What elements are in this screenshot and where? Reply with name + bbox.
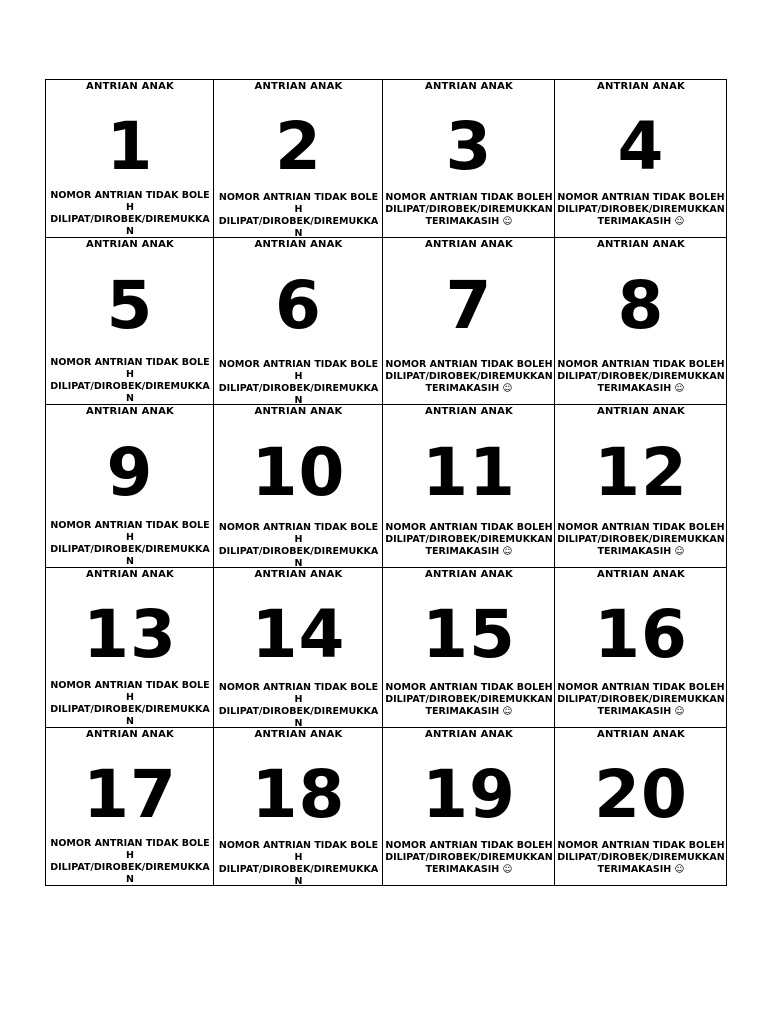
ticket-note [48, 680, 212, 728]
ticket-number: 12 [594, 433, 688, 511]
ticket-number: 10 [251, 433, 346, 511]
ticket-note-line-3: TERIMAKASIH ☺ [597, 706, 685, 717]
queue-ticket [46, 238, 214, 405]
ticket-note-line-2: DILIPAT/DIROBEK/DIREMUKKAN [50, 381, 210, 404]
ticket-header: ANTRIAN ANAK [425, 81, 513, 92]
ticket-note-line-1: NOMOR ANTRIAN TIDAK BOLEH [385, 522, 553, 533]
ticket-note-line-2: DILIPAT/DIROBEK/DIREMUKKAN [557, 204, 725, 215]
ticket-note-line-2: DILIPAT/DIROBEK/DIREMUKKAN [218, 216, 379, 238]
ticket-note-line-2: DILIPAT/DIROBEK/DIREMUKKAN [50, 544, 210, 567]
ticket-number: 16 [594, 596, 688, 673]
ticket-note-line-2: DILIPAT/DIROBEK/DIREMUKKAN [218, 706, 379, 728]
ticket-note-line-3: TERIMAKASIH ☺ [597, 216, 685, 227]
ticket-note-line-1: NOMOR ANTRIAN TIDAK BOLEH [385, 840, 553, 851]
ticket-note-line-2: DILIPAT/DIROBEK/DIREMUKKAN [218, 546, 379, 568]
ticket-note [385, 359, 553, 395]
ticket-note-line-1: NOMOR ANTRIAN TIDAK BOLEH [557, 682, 725, 693]
queue-ticket [555, 238, 727, 405]
ticket-note-line-2: DILIPAT/DIROBEK/DIREMUKKAN [218, 383, 379, 405]
ticket-note-line-2: DILIPAT/DIROBEK/DIREMUKKAN [557, 694, 725, 705]
queue-ticket [46, 80, 214, 238]
ticket-note [216, 359, 381, 405]
ticket-note [48, 520, 212, 568]
ticket-number: 3 [445, 107, 493, 185]
ticket-number: 19 [422, 755, 516, 833]
ticket-note-line-1: NOMOR ANTRIAN TIDAK BOLEH [218, 192, 379, 215]
ticket-note [385, 840, 553, 876]
ticket-note-line-3: TERIMAKASIH ☺ [597, 383, 685, 394]
queue-ticket [214, 568, 383, 728]
ticket-header: ANTRIAN ANAK [425, 729, 513, 740]
ticket-note-line-3: TERIMAKASIH ☺ [425, 216, 513, 227]
ticket-number: 13 [83, 596, 177, 673]
ticket-grid [45, 79, 727, 886]
ticket-note-line-1: NOMOR ANTRIAN TIDAK BOLEH [218, 359, 379, 382]
ticket-note-line-1: NOMOR ANTRIAN TIDAK BOLEH [557, 522, 725, 533]
ticket-note [216, 522, 381, 568]
ticket-note [385, 192, 553, 228]
queue-ticket [46, 728, 214, 886]
ticket-note-line-1: NOMOR ANTRIAN TIDAK BOLEH [50, 838, 210, 861]
ticket-note [48, 357, 212, 405]
ticket-note-line-1: NOMOR ANTRIAN TIDAK BOLEH [218, 682, 379, 705]
ticket-note-line-1: NOMOR ANTRIAN TIDAK BOLEH [557, 840, 725, 851]
ticket-note [216, 840, 381, 886]
ticket-number: 20 [594, 755, 688, 833]
ticket-header: ANTRIAN ANAK [597, 406, 685, 417]
ticket-note-line-2: DILIPAT/DIROBEK/DIREMUKKAN [385, 204, 553, 215]
ticket-note-line-1: NOMOR ANTRIAN TIDAK BOLEH [385, 359, 553, 370]
ticket-note [557, 840, 725, 876]
queue-ticket [383, 405, 555, 568]
ticket-note-line-3: TERIMAKASIH ☺ [425, 383, 513, 394]
ticket-note-line-1: NOMOR ANTRIAN TIDAK BOLEH [50, 190, 210, 213]
ticket-number: 5 [106, 267, 154, 345]
queue-ticket [555, 405, 727, 568]
ticket-header: ANTRIAN ANAK [254, 569, 343, 580]
ticket-header: ANTRIAN ANAK [425, 569, 513, 580]
ticket-header: ANTRIAN ANAK [86, 81, 174, 92]
ticket-note-line-1: NOMOR ANTRIAN TIDAK BOLEH [50, 357, 210, 380]
ticket-note-line-1: NOMOR ANTRIAN TIDAK BOLEH [557, 192, 725, 203]
ticket-note-line-2: DILIPAT/DIROBEK/DIREMUKKAN [385, 694, 553, 705]
ticket-header: ANTRIAN ANAK [86, 569, 174, 580]
ticket-note [216, 192, 381, 238]
ticket-note-line-2: DILIPAT/DIROBEK/DIREMUKKAN [557, 534, 725, 545]
ticket-note [557, 682, 725, 718]
ticket-header: ANTRIAN ANAK [597, 81, 685, 92]
ticket-number: 14 [251, 596, 346, 673]
ticket-number: 17 [83, 755, 177, 833]
ticket-note-line-1: NOMOR ANTRIAN TIDAK BOLEH [385, 192, 553, 203]
ticket-note-line-1: NOMOR ANTRIAN TIDAK BOLEH [50, 680, 210, 703]
ticket-header: ANTRIAN ANAK [254, 81, 343, 92]
ticket-number: 9 [106, 433, 154, 511]
ticket-header: ANTRIAN ANAK [597, 239, 685, 250]
ticket-header: ANTRIAN ANAK [597, 729, 685, 740]
ticket-note-line-3: TERIMAKASIH ☺ [425, 864, 513, 875]
queue-ticket [46, 405, 214, 568]
ticket-number: 11 [422, 433, 516, 511]
ticket-note [557, 522, 725, 558]
ticket-note-line-1: NOMOR ANTRIAN TIDAK BOLEH [557, 359, 725, 370]
ticket-note-line-2: DILIPAT/DIROBEK/DIREMUKKAN [557, 852, 725, 863]
queue-ticket [46, 568, 214, 728]
ticket-header: ANTRIAN ANAK [254, 406, 343, 417]
ticket-note-line-3: TERIMAKASIH ☺ [425, 706, 513, 717]
ticket-note [557, 192, 725, 228]
ticket-header: ANTRIAN ANAK [254, 239, 343, 250]
queue-ticket [383, 568, 555, 728]
ticket-note-line-2: DILIPAT/DIROBEK/DIREMUKKAN [385, 534, 553, 545]
ticket-number: 8 [617, 267, 665, 345]
ticket-note-line-3: TERIMAKASIH ☺ [425, 546, 513, 557]
ticket-note-line-3: TERIMAKASIH ☺ [597, 546, 685, 557]
ticket-note-line-2: DILIPAT/DIROBEK/DIREMUKKAN [50, 704, 210, 727]
ticket-header: ANTRIAN ANAK [86, 406, 174, 417]
ticket-number: 18 [251, 755, 346, 833]
queue-ticket [214, 405, 383, 568]
ticket-note-line-3: TERIMAKASIH ☺ [597, 864, 685, 875]
ticket-header: ANTRIAN ANAK [86, 239, 174, 250]
ticket-note [216, 682, 381, 728]
ticket-header: ANTRIAN ANAK [86, 729, 174, 740]
ticket-number: 2 [275, 107, 322, 185]
ticket-note-line-2: DILIPAT/DIROBEK/DIREMUKKAN [50, 214, 210, 237]
ticket-note [557, 359, 725, 395]
queue-ticket [555, 728, 727, 886]
queue-ticket [555, 80, 727, 238]
ticket-note-line-2: DILIPAT/DIROBEK/DIREMUKKAN [218, 864, 379, 886]
ticket-number: 7 [445, 267, 493, 345]
ticket-note-line-1: NOMOR ANTRIAN TIDAK BOLEH [385, 682, 553, 693]
ticket-note [48, 190, 212, 238]
ticket-number: 15 [422, 596, 516, 673]
queue-ticket [214, 728, 383, 886]
ticket-note-line-2: DILIPAT/DIROBEK/DIREMUKKAN [385, 371, 553, 382]
queue-ticket [214, 238, 383, 405]
ticket-note-line-2: DILIPAT/DIROBEK/DIREMUKKAN [557, 371, 725, 382]
ticket-header: ANTRIAN ANAK [425, 406, 513, 417]
ticket-note [385, 522, 553, 558]
queue-ticket [383, 80, 555, 238]
queue-ticket [214, 80, 383, 238]
queue-ticket [555, 568, 727, 728]
ticket-header: ANTRIAN ANAK [254, 729, 343, 740]
ticket-note [385, 682, 553, 718]
ticket-note-line-2: DILIPAT/DIROBEK/DIREMUKKAN [50, 862, 210, 885]
ticket-note-line-1: NOMOR ANTRIAN TIDAK BOLEH [50, 520, 210, 543]
ticket-note [48, 838, 212, 886]
ticket-note-line-1: NOMOR ANTRIAN TIDAK BOLEH [218, 840, 379, 863]
ticket-number: 6 [275, 267, 322, 345]
queue-ticket [383, 238, 555, 405]
ticket-number: 1 [106, 107, 154, 185]
ticket-header: ANTRIAN ANAK [425, 239, 513, 250]
ticket-note-line-1: NOMOR ANTRIAN TIDAK BOLEH [218, 522, 379, 545]
ticket-header: ANTRIAN ANAK [597, 569, 685, 580]
queue-ticket [383, 728, 555, 886]
ticket-number: 4 [617, 107, 665, 185]
ticket-note-line-2: DILIPAT/DIROBEK/DIREMUKKAN [385, 852, 553, 863]
